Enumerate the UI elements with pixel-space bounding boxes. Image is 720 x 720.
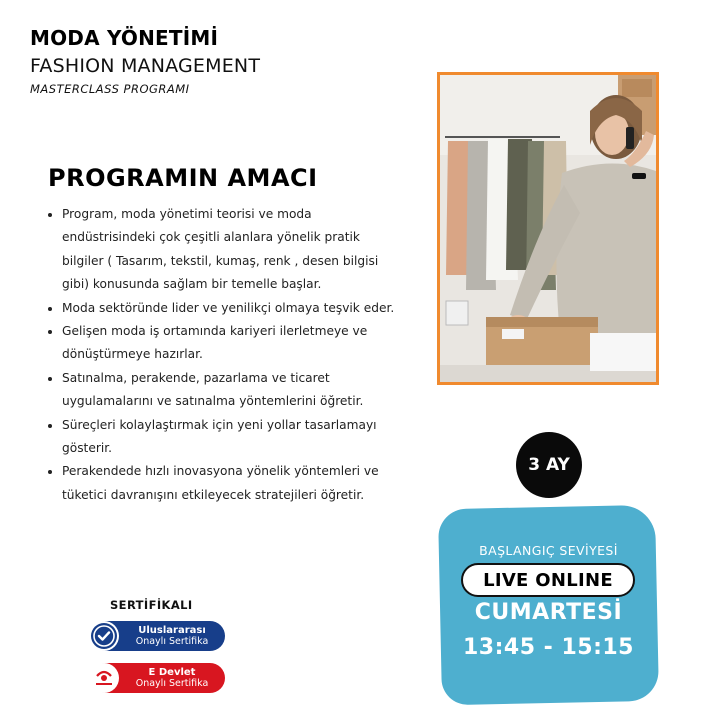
program-subtitle: MASTERCLASS PROGRAMI — [30, 82, 190, 96]
cert-line1: E Devlet — [148, 667, 196, 678]
aims-list — [40, 203, 404, 507]
duration-badge: 3 AY — [516, 432, 582, 498]
program-title-tr: MODA YÖNETİMİ — [30, 26, 219, 50]
aim-item: • Perakendede hızlı inovasyona yönelik yöntemleri ve tüketici davranışını etkileyecek stratejileri öğretir. — [62, 460, 404, 507]
e-devlet-logo-icon — [89, 663, 119, 693]
cert-line2: Onaylı Sertifika — [135, 678, 209, 689]
program-title-en: FASHION MANAGEMENT — [30, 55, 261, 77]
level-label: BAŞLANGIÇ SEVİYESİ — [479, 543, 618, 558]
fashion-worker-illustration — [440, 75, 656, 382]
live-online-pill: LIVE ONLINE — [461, 563, 635, 597]
aim-item: • Moda sektöründe lider ve yenilikçi olmaya teşvik eder. — [62, 297, 404, 320]
schedule-day: CUMARTESİ — [474, 600, 623, 625]
cert-line1: Uluslararası — [138, 625, 206, 636]
aim-item: • Satınalma, perakende, pazarlama ve ticaret uygulamalarını ve satınalma yöntemlerini öğretir. — [62, 367, 404, 414]
aim-item: • Program, moda yönetimi teorisi ve moda endüstrisindeki çok çeşitli alanlara yönelik pratik bilgiler ( Tasarım, tekstil, kumaş, renk , desen bilgisi gibi) konusunda sağlam bir temelle başlar. — [62, 203, 404, 297]
section-heading: PROGRAMIN AMACI — [48, 164, 318, 192]
cert-line2: Onaylı Sertifika — [135, 636, 209, 647]
certificates-heading: SERTİFİKALI — [110, 598, 193, 612]
schedule-time: 13:45 - 15:15 — [462, 635, 634, 660]
check-badge-icon — [89, 621, 119, 651]
e-devlet-certificate-badge — [91, 663, 225, 693]
hero-photo — [437, 72, 659, 385]
international-certificate-text — [119, 625, 225, 647]
e-devlet-certificate-text — [119, 667, 225, 689]
aim-item: • Gelişen moda iş ortamında kariyeri ilerletmeye ve dönüştürmeye hazırlar. — [62, 320, 404, 367]
international-certificate-badge — [91, 621, 225, 651]
aim-item: • Süreçleri kolaylaştırmak için yeni yollar tasarlamayı gösterir. — [62, 414, 404, 461]
